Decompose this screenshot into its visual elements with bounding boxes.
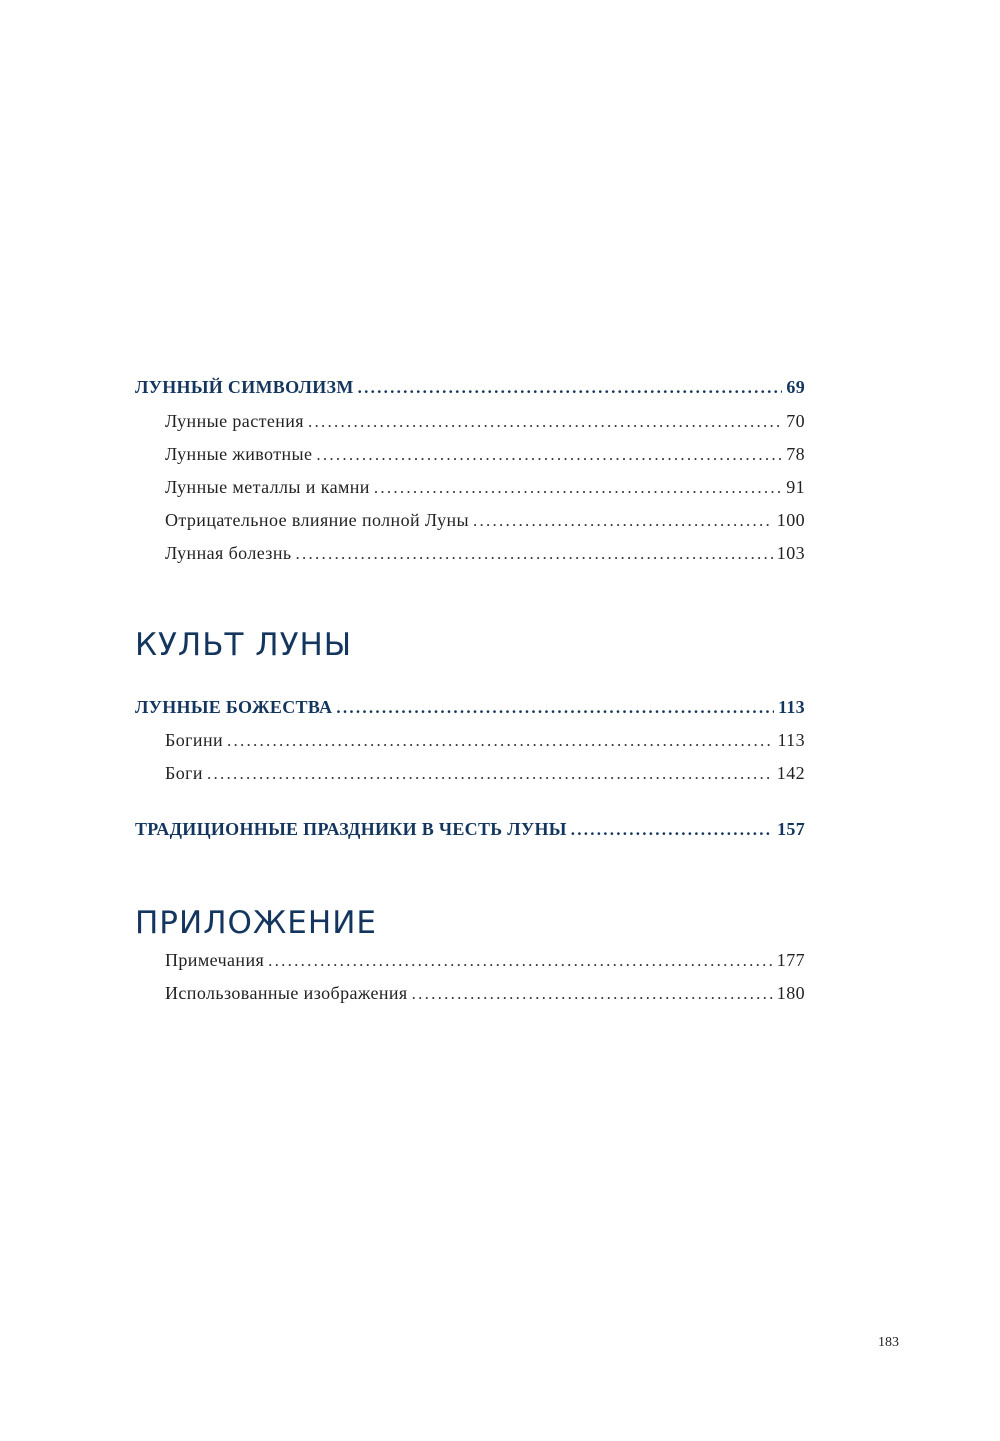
dot-leader <box>336 699 774 716</box>
toc-item-label: Отрицательное влияние полной Луны <box>165 510 470 530</box>
toc-page-number: 103 <box>776 543 805 563</box>
toc-item[interactable] <box>135 951 805 969</box>
toc-item[interactable] <box>135 511 805 529</box>
dot-leader <box>473 512 773 529</box>
toc-page-number: 78 <box>786 444 805 464</box>
toc-chapter-title: ЛУННЫЕ БОЖЕСТВА <box>135 697 333 717</box>
toc-item-label: Примечания <box>165 950 265 970</box>
toc-item[interactable] <box>135 478 805 496</box>
toc-item[interactable] <box>135 764 805 782</box>
toc-chapter-title: ТРАДИЦИОННЫЕ ПРАЗДНИКИ В ЧЕСТЬ ЛУНЫ <box>135 819 567 839</box>
toc-item-label: Богини <box>165 730 224 750</box>
toc-item[interactable] <box>135 544 805 562</box>
dot-leader <box>412 985 773 1002</box>
toc-item-label: Лунная болезнь <box>165 543 292 563</box>
toc-item[interactable] <box>135 984 805 1002</box>
toc-page-number: 142 <box>776 763 805 783</box>
toc-chapter-festivals[interactable] <box>135 820 805 838</box>
dot-leader <box>268 952 773 969</box>
toc-item-label: Лунные металлы и камни <box>165 477 370 497</box>
toc-chapter-deities[interactable] <box>135 698 805 716</box>
toc-item-label: Использованные изображения <box>165 983 408 1003</box>
dot-leader <box>308 413 782 430</box>
toc-page-number: 100 <box>776 510 805 530</box>
dot-leader <box>207 765 773 782</box>
toc-chapter-symbolism[interactable] <box>135 378 805 396</box>
dot-leader <box>571 821 773 838</box>
section-heading-cult: КУЛЬТ ЛУНЫ <box>135 627 353 663</box>
dot-leader <box>295 545 772 562</box>
toc-page-number: 91 <box>786 477 805 497</box>
toc-page-number: 70 <box>786 411 805 431</box>
page-number: 183 <box>878 1335 899 1350</box>
toc-item[interactable] <box>135 412 805 430</box>
dot-leader <box>374 479 782 496</box>
toc-item-label: Лунные растения <box>165 411 304 431</box>
toc-page-number: 157 <box>777 819 805 839</box>
toc-item-label: Боги <box>165 763 203 783</box>
dot-leader <box>358 379 783 396</box>
toc-page-number: 69 <box>786 377 805 397</box>
toc-item[interactable] <box>135 731 805 749</box>
section-heading-appendix: ПРИЛОЖЕНИЕ <box>135 905 377 941</box>
dot-leader <box>227 732 773 749</box>
toc-page-number: 113 <box>777 730 805 750</box>
toc-chapter-title: ЛУННЫЙ СИМВОЛИЗМ <box>135 377 354 397</box>
toc-page-number: 113 <box>778 697 805 717</box>
toc-page-number: 177 <box>776 950 805 970</box>
toc-page-number: 180 <box>776 983 805 1003</box>
toc-item-label: Лунные животные <box>165 444 313 464</box>
toc-item[interactable] <box>135 445 805 463</box>
dot-leader <box>316 446 782 463</box>
